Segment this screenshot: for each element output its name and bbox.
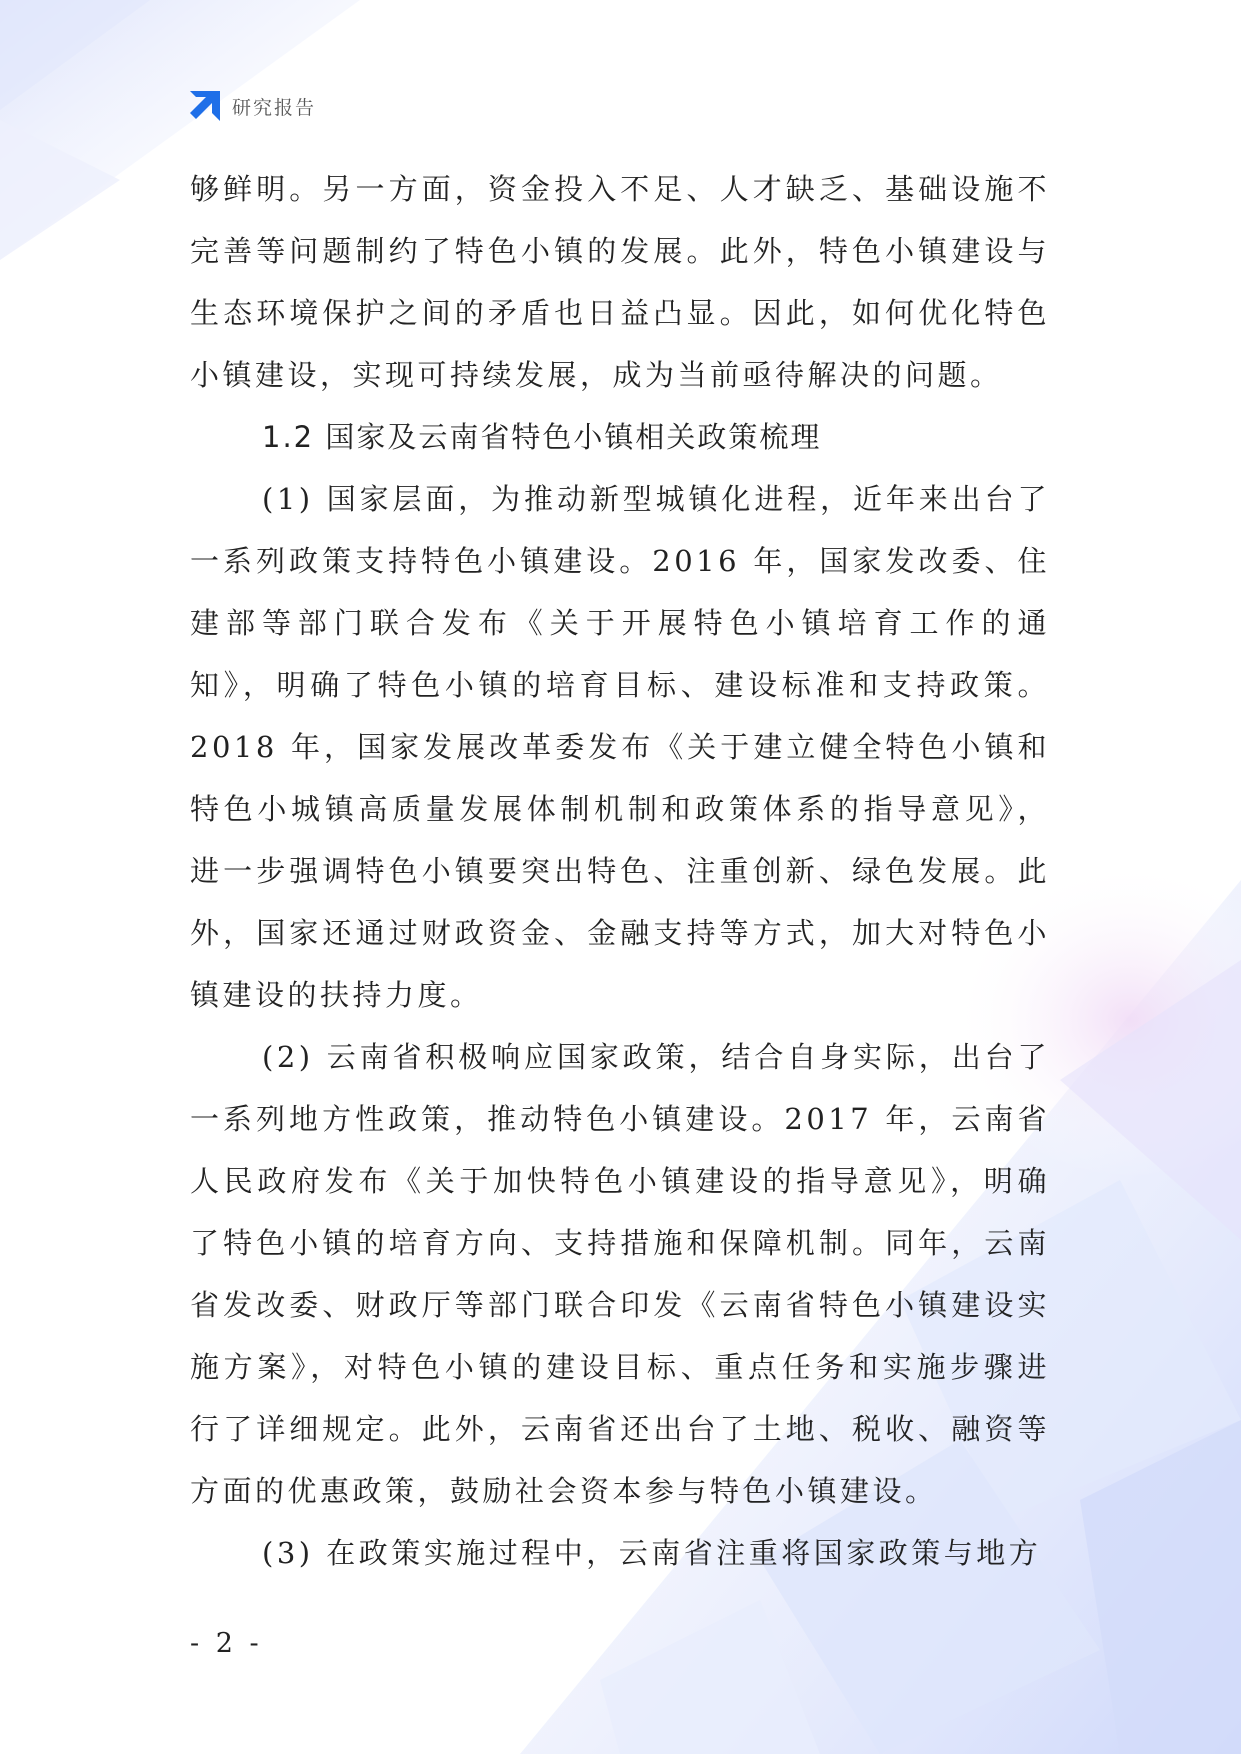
paragraph-implementation: (3) 在政策实施过程中，云南省注重将国家政策与地方 (262, 1536, 1042, 1570)
page-number: - 2 - (190, 1628, 263, 1659)
report-header (188, 88, 316, 124)
header-title: 研究报告 (232, 96, 317, 119)
arrow-logo-icon (188, 89, 222, 123)
document-body (190, 158, 1050, 1584)
section-heading: 1.2 国家及云南省特色小镇相关政策梳理 (262, 420, 822, 454)
paragraph-continuation: 够鲜明。另一方面，资金投入不足、人才缺乏、基础设施不完善等问题制约了特色小镇的发展。此外，特色小镇建设与生态环境保护之间的矛盾也日益凸显。因此，如何优化特色小镇建设，实现可持续发展，成为当前亟待解决的问题。 (190, 172, 1050, 392)
paragraph-yunnan-policy: (2) 云南省积极响应国家政策，结合自身实际，出台了一系列地方性政策，推动特色小镇建设。2017 年，云南省人民政府发布《关于加快特色小镇建设的指导意见》，明确了特色小镇的培育方向、支持措施和保障机制。同年，云南省发改委、财政厅等部门联合印发《云南省特色小镇建设实施方案》，对特色小镇的建设目标、重点任务和实施步骤进行了详细规定。此外，云南省还出台了土地、税收、融资等方面的优惠政策，鼓励社会资本参与特色小镇建设。 (190, 1040, 1050, 1508)
paragraph-national-policy: (1) 国家层面，为推动新型城镇化进程，近年来出台了一系列政策支持特色小镇建设。2016 年，国家发改委、住建部等部门联合发布《关于开展特色小镇培育工作的通知》，明确了特色小镇的培育目标、建设标准和支持政策。2018 年，国家发展改革委发布《关于建立健全特色小镇和特色小城镇高质量发展体制机制和政策体系的指导意见》，进一步强调特色小镇要突出特色、注重创新、绿色发展。此外，国家还通过财政资金、金融支持等方式，加大对特色小镇建设的扶持力度。 (190, 482, 1050, 1012)
